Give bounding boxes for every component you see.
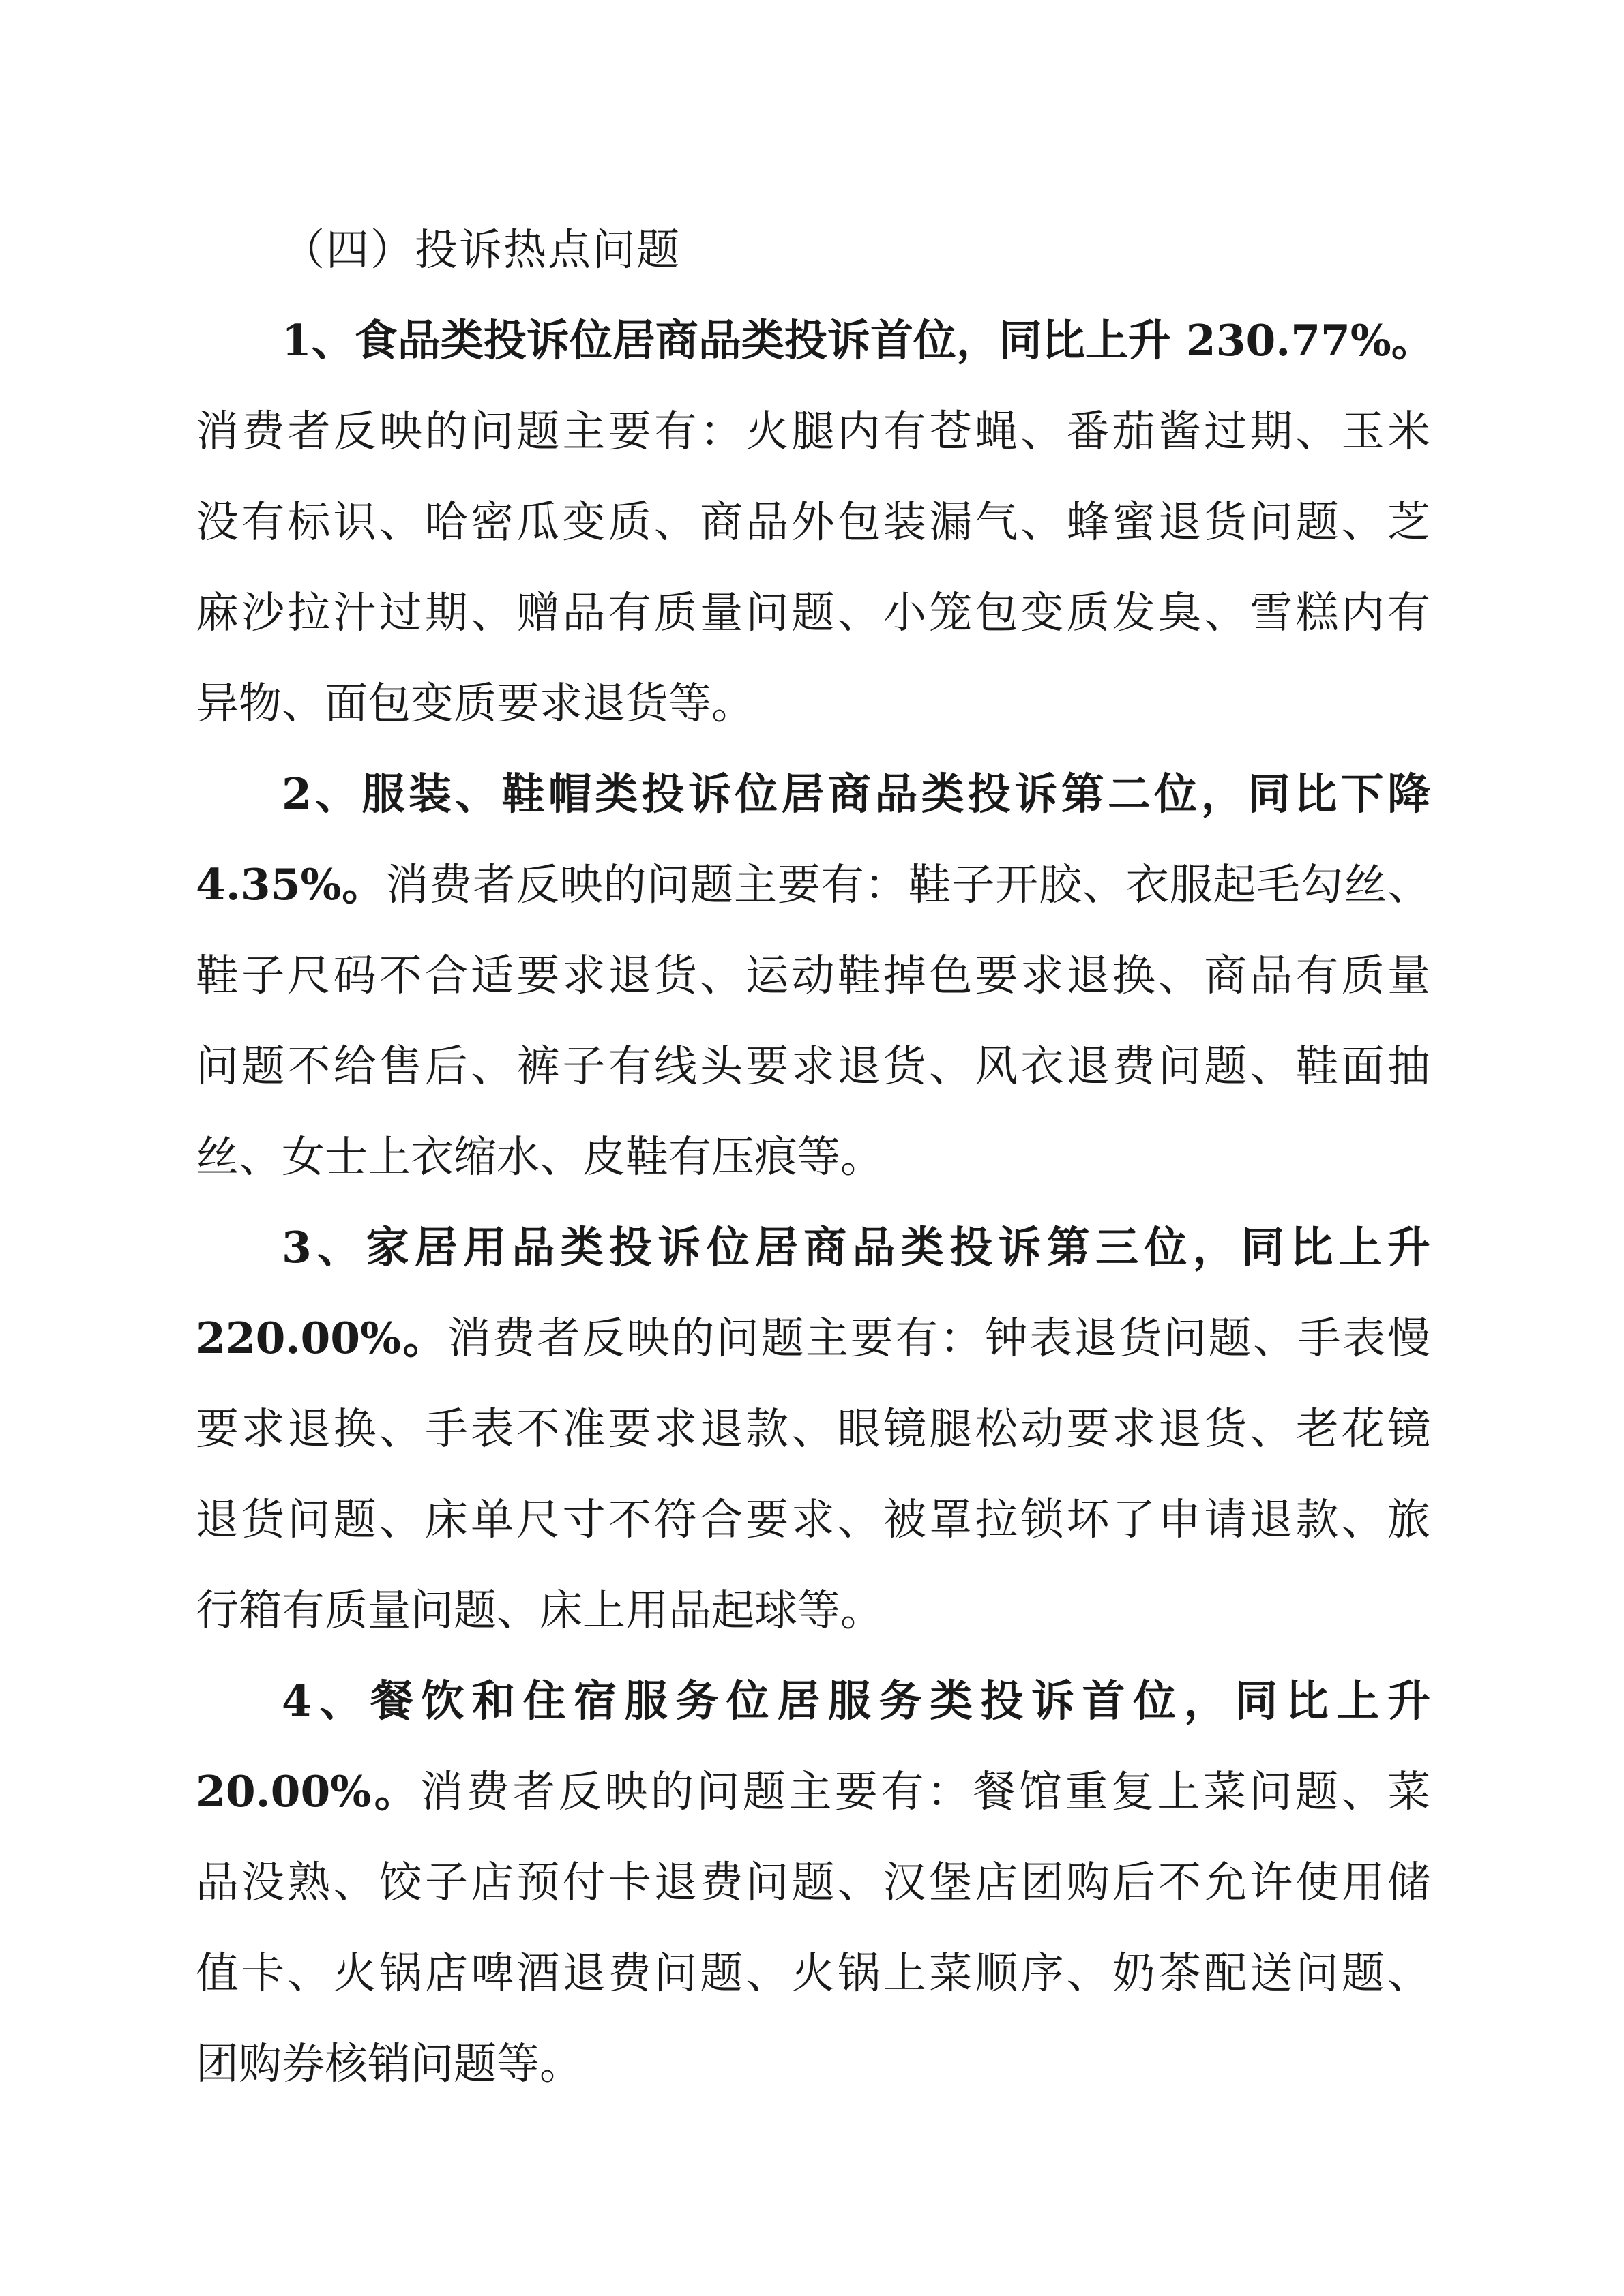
bold-text: 4.35%。 [196, 859, 386, 910]
paragraph-clothing [196, 749, 1430, 1202]
bold-text: 3、家居用品类投诉位居商品类投诉第三位，同比上升 [282, 1222, 1430, 1272]
body-text: 要求退换、手表不准要求退款、眼镜腿松动要求退货、老花镜 [196, 1404, 1430, 1454]
paragraph-line [196, 658, 1430, 749]
body-text: 退货问题、床单尺寸不符合要求、被罩拉锁坏了申请退款、旅 [196, 1495, 1430, 1545]
paragraph-line [196, 2018, 1430, 2109]
body-text: 品没熟、饺子店预付卡退费问题、汉堡店团购后不允许使用储 [196, 1858, 1430, 1907]
paragraph-line [196, 1837, 1430, 1928]
paragraph-line [196, 1746, 1430, 1837]
paragraph-line [196, 1293, 1430, 1384]
bold-text: 20.00%。 [196, 1766, 421, 1817]
paragraph-line [196, 1474, 1430, 1565]
paragraph-line [196, 567, 1430, 658]
paragraph-line [196, 295, 1434, 386]
bold-text: 220.00%。 [196, 1313, 448, 1363]
body-text: 消费者反映的问题主要有：火腿内有苍蝇、番茄酱过期、玉米 [196, 406, 1430, 456]
paragraph-line [196, 839, 1430, 930]
document-page [196, 205, 1434, 2109]
bold-text: 1、食品类投诉位居商品类投诉首位，同比上升 230.77%。 [282, 315, 1434, 366]
bold-text: 2、服装、鞋帽类投诉位居商品类投诉第二位，同比下降 [282, 769, 1430, 819]
paragraph-line [196, 477, 1430, 567]
body-text: 消费者反映的问题主要有：钟表退货问题、手表慢 [447, 1313, 1430, 1363]
body-text: 消费者反映的问题主要有：餐馆重复上菜问题、菜 [420, 1767, 1430, 1817]
paragraph-line [196, 386, 1430, 477]
paragraph-line [196, 749, 1430, 839]
body-text: 异物、面包变质要求退货等。 [196, 679, 754, 728]
paragraph-line [196, 1112, 1430, 1202]
body-text: 值卡、火锅店啤酒退费问题、火锅上菜顺序、奶茶配送问题、 [196, 1948, 1430, 1998]
paragraph-food [196, 295, 1434, 749]
bold-text: 4、餐饮和住宿服务位居服务类投诉首位，同比上升 [282, 1675, 1430, 1726]
paragraph-line [196, 930, 1430, 1021]
body-text: 没有标识、哈密瓜变质、商品外包装漏气、蜂蜜退货问题、芝 [196, 497, 1430, 547]
body-text: 消费者反映的问题主要有：鞋子开胶、衣服起毛勾丝、 [385, 860, 1430, 910]
body-text: 行箱有质量问题、床上用品起球等。 [196, 1585, 883, 1635]
body-text: 麻沙拉汁过期、赠品有质量问题、小笼包变质发臭、雪糕内有 [196, 588, 1430, 638]
paragraph-line [196, 1565, 1430, 1656]
paragraph-line [196, 1928, 1430, 2018]
body-text: 鞋子尺码不合适要求退货、运动鞋掉色要求退换、商品有质量 [196, 951, 1430, 1000]
body-text: 丝、女士上衣缩水、皮鞋有压痕等。 [196, 1132, 883, 1182]
paragraph-household [196, 1202, 1430, 1656]
paragraph-catering [196, 1656, 1430, 2109]
paragraph-line [196, 1656, 1430, 1746]
body-text: 团购券核销问题等。 [196, 2039, 582, 2089]
paragraph-line [196, 1021, 1430, 1112]
paragraph-line [196, 1384, 1430, 1474]
paragraph-line [196, 1202, 1430, 1293]
body-text: 问题不给售后、裤子有线头要求退货、风衣退费问题、鞋面抽 [196, 1041, 1430, 1091]
section-heading: （四）投诉热点问题 [282, 225, 681, 275]
